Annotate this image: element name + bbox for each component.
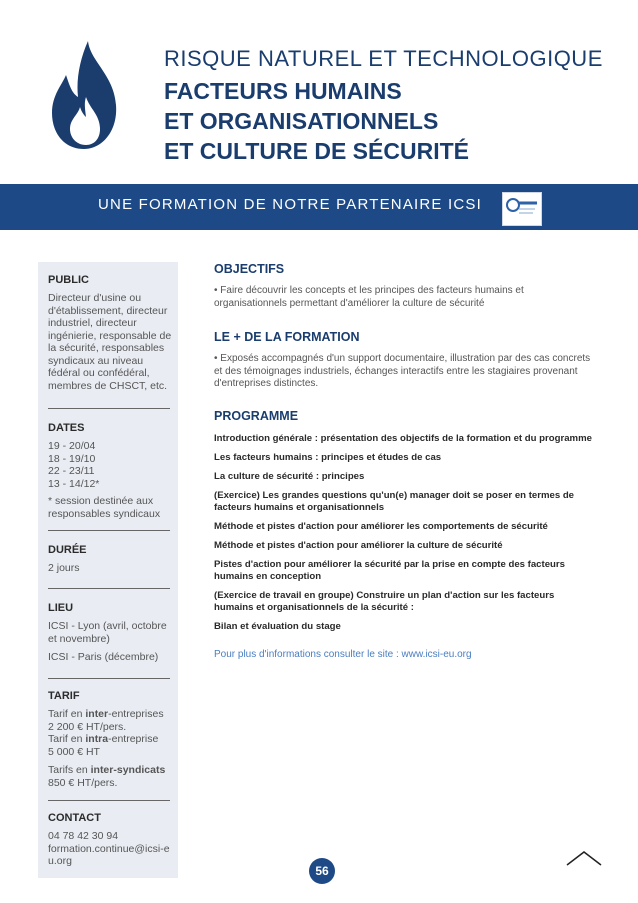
objectifs-heading: OBJECTIFS [214,262,285,276]
more-info-link[interactable]: Pour plus d'informations consulter le site : www.icsi-eu.org [214,649,472,660]
header-subtitle: RISQUE NATUREL ET TECHNOLOGIQUE [164,46,603,71]
contact-heading: CONTACT [48,812,101,824]
tarif-line [48,733,172,746]
page-title [164,76,469,166]
tarif-text-part: Tarif en [48,708,86,720]
programme-item: Méthode et pistes d'action pour améliorer la culture de sécurité [214,540,503,551]
tarif-text-part: -entreprise [108,733,159,745]
lieu-line: ICSI - Paris (décembre) [48,651,159,663]
tarif-line [48,708,172,721]
tarif-section [48,690,172,789]
lieu-text [48,620,172,664]
programme-item: Introduction générale : présentation des objectifs de la formation et du programme [214,433,592,444]
lieu-heading: LIEU [48,602,74,614]
date-item: 19 - 20/04 [48,440,96,452]
date-item: 22 - 23/11 [48,465,95,477]
tarif-text-part: Tarif en [48,733,86,745]
tarif-text [48,708,172,789]
tarif-bold: inter [85,708,109,720]
public-section [48,274,172,392]
duree-heading: DURÉE [48,544,87,556]
divider [48,530,170,531]
tarif-price: 2 200 € HT/pers. [48,720,127,733]
plus-heading: LE + DE LA FORMATION [214,330,360,344]
objectifs-section [214,262,594,310]
banner-text: UNE FORMATION DE NOTRE PARTENAIRE ICSI [98,196,482,213]
programme-item: Bilan et évaluation du stage [214,621,341,632]
programme-item: Les facteurs humains : principes et études de cas [214,452,442,463]
icsi-logo-icon [503,193,541,225]
public-text: Directeur d'usine ou d'établissement, directeur industriel, directeur ingénierie, responsable de la sécurité, responsables syndicaux au niveau fédéral ou confédéral, membres de CHSCT, etc. [48,292,172,392]
programme-item: La culture de sécurité : principes [214,471,365,482]
duree-text: 2 jours [48,562,80,574]
objectifs-bullet: • Faire découvrir les concepts et les principes des facteurs humains et organisationnels permettant d'améliorer la culture de sécurité [214,285,524,309]
title-line-3: ET CULTURE DE SÉCURITÉ [164,138,469,164]
dates-section [48,422,172,520]
tarif-text-part: -entreprises [108,708,164,720]
date-item: 13 - 14/12* [48,477,100,490]
tarif-bold: intra [85,733,109,745]
tarif-line [48,764,172,777]
programme-item: (Exercice de travail en groupe) Construire un plan d'action sur les facteurs humains et organisationnels de la sécurité : [214,590,555,613]
icsi-logo [502,192,542,226]
dates-note: * session destinée aux responsables syndicaux [48,495,161,520]
programme-item: (Exercice) Les grandes questions qu'un(e) manager doit se poser en termes de facteurs humains et organisationnels [214,490,575,513]
programme-item: Méthode et pistes d'action pour améliorer les comportements de sécurité [214,521,548,532]
divider [48,588,170,589]
programme-section [214,409,594,660]
programme-heading: PROGRAMME [214,409,299,423]
title-line-1: FACTEURS HUMAINS [164,78,402,104]
partner-banner [0,184,638,230]
divider [48,800,170,801]
lieu-section [48,602,172,664]
tarif-text-part: Tarifs en [48,764,91,776]
title-line-2: ET ORGANISATIONNELS [164,108,439,134]
public-heading: PUBLIC [48,274,89,286]
programme-item: Pistes d'action pour améliorer la sécurité par la prise en compte des facteurs humains en conception [214,559,565,582]
divider [48,408,170,409]
tarif-price: 5 000 € HT [48,745,100,758]
plus-bullet: • Exposés accompagnés d'un support documentaire, illustration par des cas concrets et des témoignages industriels, échanges interactifs entre les stagiaires provenant d'entreprises distinctes. [214,353,591,389]
contact-section [48,812,172,868]
flame-icon [40,35,130,155]
lieu-line: ICSI - Lyon (avril, octobre et novembre) [48,620,167,645]
duree-section [48,544,172,575]
date-item: 18 - 19/10 [48,452,96,465]
tarif-heading: TARIF [48,690,80,702]
sidebar [38,262,178,878]
chevron-up-icon[interactable] [566,850,602,866]
dates-heading: DATES [48,422,85,434]
tarif-bold: inter-syndicats [90,764,166,776]
divider [48,678,170,679]
plus-section [214,330,594,391]
contact-email[interactable]: formation.continue@icsi-eu.org [48,842,170,867]
contact-phone[interactable]: 04 78 42 30 94 [48,830,119,842]
dates-list [48,440,172,520]
page-number: 56 [309,858,335,884]
tarif-price: 850 € HT/pers. [48,776,118,789]
contact-text [48,830,172,868]
